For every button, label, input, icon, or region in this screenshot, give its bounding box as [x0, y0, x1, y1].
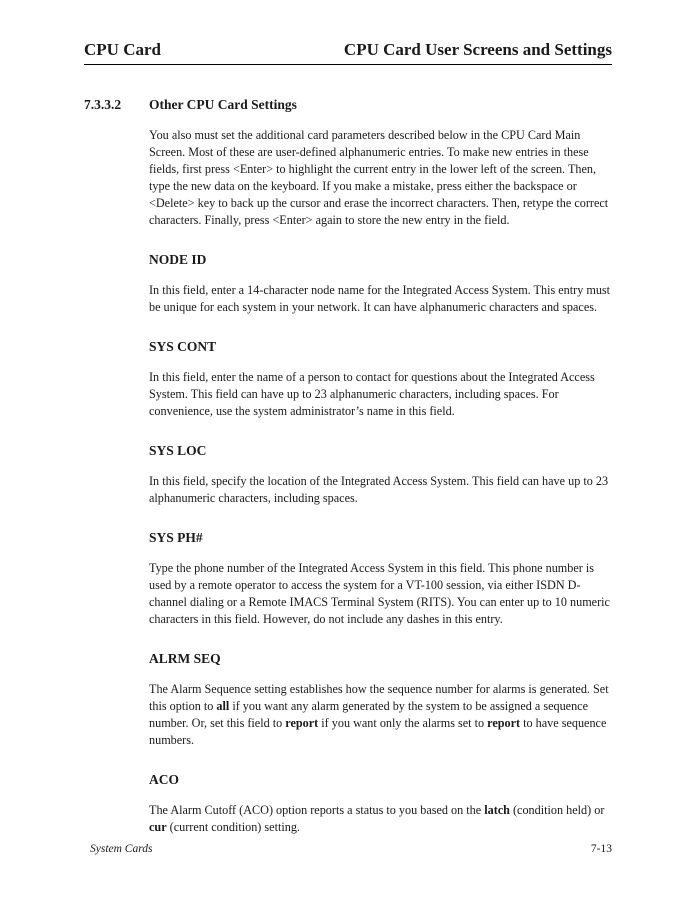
section-title: Other CPU Card Settings — [149, 97, 297, 112]
sys-ph-heading: SYS PH# — [149, 530, 203, 545]
page-number: 7-13 — [590, 843, 612, 855]
option-cur: cur — [149, 820, 167, 834]
node-id-heading: NODE ID — [149, 252, 207, 267]
aco-heading: ACO — [149, 772, 179, 787]
option-all: all — [216, 699, 230, 713]
sys-loc-paragraph: In this field, specify the location of the Integrated Access System. This field can have up to 23 alphanumeric characters, including spaces. — [149, 474, 609, 505]
alrm-seq-heading: ALRM SEQ — [149, 651, 221, 666]
header-chapter-title: CPU Card — [84, 40, 161, 59]
section-number: 7.3.3.2 — [84, 97, 122, 112]
sys-cont-heading: SYS CONT — [149, 339, 217, 354]
aco-paragraph: The Alarm Cutoff (ACO) option reports a status to you based on the latch (condition held) or cur (current condition) setting. — [149, 803, 605, 834]
option-report: report — [487, 716, 521, 730]
intro-paragraph: You also must set the additional card parameters described below in the CPU Card Main Screen. Most of these are user-defined alphanumeric entries. To make new entries in these fields, first press <Enter> to highlight the current entry in the lower left of the screen. Then, type the new data on the keyboard. If you make a mistake, press either the backspace or <Delete> key to back up the cursor and erase the incorrect characters. Then, retype the correct characters. Finally, press <Enter> again to store the new entry in the field. — [149, 128, 609, 227]
node-id-paragraph: In this field, enter a 14-character node name for the Integrated Access System. This entry must be unique for each system in your network. It can have alphanumeric characters and spaces. — [149, 283, 611, 314]
option-report: report — [285, 716, 319, 730]
header-section-title: CPU Card User Screens and Settings — [343, 40, 612, 59]
page-header — [84, 38, 612, 65]
alrm-seq-paragraph: The Alarm Sequence setting establishes how the sequence number for alarms is generated. Set this option to all if you want any alarm generated by the system to be assigned a sequence number. Or, set this field to report if you want only the alarms set to report to have sequence numbers. — [149, 682, 609, 747]
sys-ph-paragraph: Type the phone number of the Integrated Access System in this field. This phone number is used by a remote operator to access the system for a VT-100 session, via either ISDN D-channel dialing or a Remote IMACS Terminal System (RITS). You can enter up to 10 numeric characters in this field. However, do not include any dashes in this entry. — [149, 561, 610, 626]
option-latch: latch — [484, 803, 510, 817]
sys-cont-paragraph: In this field, enter the name of a person to contact for questions about the Integrated Access System. This field can have up to 23 alphanumeric characters, including spaces. For convenience, use the system administrator’s name in this field. — [149, 370, 595, 418]
page-content — [149, 127, 615, 836]
sys-loc-heading: SYS LOC — [149, 443, 207, 458]
footer-document-title: System Cards — [90, 843, 153, 855]
